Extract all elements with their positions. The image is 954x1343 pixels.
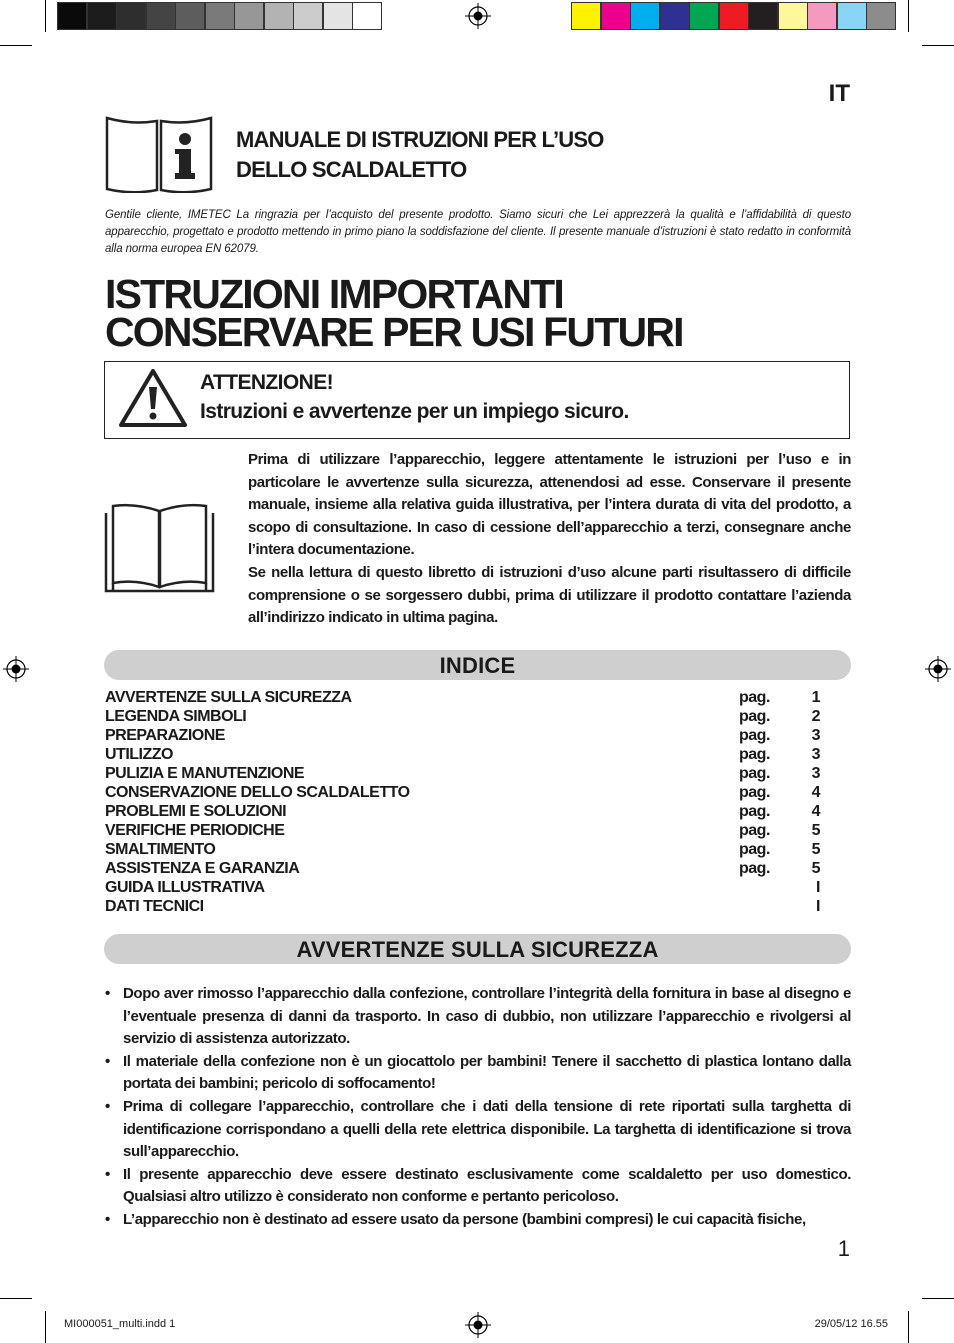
index-row-pag-label: pag.	[739, 784, 770, 801]
safety-bullet-text: Prima di collegare l’apparecchio, controllare che i dati della tensione di rete riportati sulla targhetta di identificazione corrispondano a quelli della rete elettrica disponibile. La targhetta di identificazione si trova sull’apparecchio.	[123, 1097, 851, 1161]
safety-bullet-item	[105, 1209, 851, 1232]
crop-mark	[45, 0, 46, 32]
index-row-page: 1	[811, 689, 820, 706]
index-row-title: UTILIZZO	[105, 746, 173, 763]
bullet-icon: •	[105, 1165, 110, 1183]
process-color-swatch	[837, 2, 867, 30]
index-row	[105, 784, 820, 803]
grayscale-swatch	[175, 2, 205, 30]
index-row	[105, 765, 820, 784]
index-row-page: 5	[811, 860, 820, 877]
grayscale-swatch	[352, 2, 382, 30]
process-color-swatch	[689, 2, 719, 30]
safety-bullet-item	[105, 983, 851, 1051]
index-row	[105, 689, 820, 708]
main-title-line2: CONSERVARE PER USI FUTURI	[105, 309, 683, 355]
registration-mark-icon	[3, 656, 29, 682]
registration-mark-icon	[465, 1312, 491, 1338]
process-color-swatch	[719, 2, 749, 30]
process-color-swatch	[660, 2, 690, 30]
registration-mark-icon	[925, 656, 951, 682]
bullet-icon: •	[105, 1097, 110, 1115]
index-row-pag-label: pag.	[739, 860, 770, 877]
safety-bullet-text: L’apparecchio non è destinato ad essere usato da persone (bambini compresi) le cui capacità fisiche,	[123, 1210, 806, 1228]
index-row-page: 5	[811, 841, 820, 858]
bullet-icon: •	[105, 985, 110, 1002]
index-row	[105, 822, 820, 841]
index-row	[105, 746, 820, 765]
index-row-pag-label: pag.	[739, 765, 770, 782]
process-color-swatch	[630, 2, 660, 30]
crop-mark	[45, 1311, 46, 1343]
index-row-title: SMALTIMENTO	[105, 841, 216, 858]
index-row-title: VERIFICHE PERIODICHE	[105, 822, 285, 839]
info-book-icon	[104, 115, 214, 193]
index-row-title: DATI TECNICI	[105, 898, 204, 915]
index-row-page: I	[816, 879, 820, 896]
index-row-pag-label: pag.	[739, 822, 770, 839]
index-row-page: 3	[811, 765, 820, 782]
index-heading: INDICE	[104, 650, 851, 680]
crop-mark	[0, 45, 32, 46]
crop-mark	[922, 1298, 954, 1299]
index-row	[105, 803, 820, 822]
index-row	[105, 879, 820, 898]
index-row-page: 4	[811, 784, 820, 801]
index-row-page: I	[816, 898, 820, 915]
index-row-page: 2	[811, 708, 820, 725]
footer-date: 29/05/12 16.55	[814, 1318, 888, 1330]
grayscale-swatch	[116, 2, 146, 30]
grayscale-swatch	[146, 2, 176, 30]
index-row-title: PREPARAZIONE	[105, 727, 225, 744]
index-row-title: PROBLEMI E SOLUZIONI	[105, 803, 287, 820]
index-row-title: GUIDA ILLUSTRATIVA	[105, 879, 265, 896]
process-color-swatch	[807, 2, 837, 30]
index-row	[105, 860, 820, 879]
index-row-page: 5	[811, 822, 820, 839]
safety-list	[105, 983, 851, 1232]
process-color-swatch	[778, 2, 808, 30]
index-row-pag-label: pag.	[739, 708, 770, 725]
footer-filename: MI000051_multi.indd 1	[64, 1318, 176, 1330]
index-row	[105, 727, 820, 746]
process-color-swatch	[601, 2, 631, 30]
grayscale-swatch	[205, 2, 235, 30]
process-color-swatch	[748, 2, 778, 30]
safety-bullet-item	[105, 1164, 851, 1209]
read-manual-text	[248, 449, 851, 630]
intro-paragraph: Gentile cliente, IMETEC La ringrazia per l’acquisto del presente prodotto. Siamo sicuri che Lei apprezzerà la qualità e l’affidabilità di questo apparecchio, progettato e prodotto mettendo in primo piano la soddisfazione del cliente. Il presente manuale d’istruzioni è stato redatto in conformità alla norma europea EN 62079.	[105, 209, 851, 255]
open-book-icon	[104, 503, 215, 593]
grayscale-swatch	[293, 2, 323, 30]
safety-heading: AVVERTENZE SULLA SICUREZZA	[104, 934, 851, 964]
index-row-title: LEGENDA SIMBOLI	[105, 708, 247, 725]
safety-bullet-item	[105, 1051, 851, 1096]
bullet-icon: •	[105, 1210, 110, 1228]
read-manual-paragraph-2: Se nella lettura di questo libretto di istruzioni d’uso alcune parti risultassero di difficile comprensione o se sorgessero dubbi, prima di utilizzare il prodotto contattare l’azienda all’indirizzo indicato in ultima pagina.	[248, 563, 851, 627]
page-number: 1	[837, 1236, 850, 1261]
index-row-page: 3	[811, 727, 820, 744]
grayscale-swatch	[57, 2, 87, 30]
index-row-title: AVVERTENZE SULLA SICUREZZA	[105, 689, 352, 706]
warning-title: ATTENZIONE!	[200, 371, 333, 394]
manual-title-line1: MANUALE DI ISTRUZIONI PER L’USO	[236, 127, 604, 152]
index-row	[105, 898, 820, 917]
warning-subtitle: Istruzioni e avvertenze per un impiego sicuro.	[200, 400, 629, 423]
index-row-pag-label: pag.	[739, 727, 770, 744]
warning-triangle-icon	[118, 367, 188, 429]
crop-mark	[0, 1298, 32, 1299]
bullet-icon: •	[105, 1052, 110, 1070]
index-row-pag-label: pag.	[739, 803, 770, 820]
crop-mark	[908, 0, 909, 32]
language-code: IT	[828, 80, 850, 107]
index-row	[105, 708, 820, 727]
grayscale-swatch	[87, 2, 117, 30]
index-row-page: 3	[811, 746, 820, 763]
process-color-swatch	[866, 2, 896, 30]
crop-mark	[922, 45, 954, 46]
safety-bullet-text: Il materiale della confezione non è un giocattolo per bambini! Tenere il sacchetto di plastica lontano dalla portata dei bambini; pericolo di soffocamento!	[123, 1052, 851, 1093]
crop-mark	[908, 1311, 909, 1343]
safety-bullet-item	[105, 1096, 851, 1164]
index-row-title: CONSERVAZIONE DELLO SCALDALETTO	[105, 784, 410, 801]
read-manual-paragraph-1: Prima di utilizzare l’apparecchio, leggere attentamente le istruzioni per l’uso e in particolare le avvertenze sulla sicurezza, attenendosi ad esse. Conservare il presente manuale, insieme alla relativa guida illustrativa, per l’intera durata di vita del prodotto, a scopo di consultazione. In caso di cessione dell’apparecchio a terzi, consegnare anche l’intera documentazione.	[248, 451, 851, 559]
registration-mark-icon	[465, 3, 491, 29]
grayscale-swatch	[264, 2, 294, 30]
grayscale-swatch	[323, 2, 353, 30]
safety-bullet-text: Dopo aver rimosso l’apparecchio dalla confezione, controllare l’integrità della fornitura in base al disegno e l’eventuale presenza di danni da trasporto. In caso di dubbio, non utilizzare l’apparecchio e rivolgersi al servizio di assistenza autorizzato.	[123, 985, 851, 1048]
manual-title-line2: DELLO SCALDALETTO	[236, 157, 467, 182]
index-row-pag-label: pag.	[739, 841, 770, 858]
index-row-pag-label: pag.	[739, 689, 770, 706]
index-row	[105, 841, 820, 860]
index-row-title: PULIZIA E MANUTENZIONE	[105, 765, 305, 782]
index-row-title: ASSISTENZA E GARANZIA	[105, 860, 300, 877]
process-color-swatch	[571, 2, 601, 30]
index-row-page: 4	[811, 803, 820, 820]
safety-bullet-text: Il presente apparecchio deve essere destinato esclusivamente come scaldaletto per uso domestico. Qualsiasi altro utilizzo è considerato non conforme e pertanto pericoloso.	[123, 1165, 851, 1206]
grayscale-swatch	[234, 2, 264, 30]
main-title-line1: ISTRUZIONI IMPORTANTI	[105, 271, 563, 317]
index-row-pag-label: pag.	[739, 746, 770, 763]
